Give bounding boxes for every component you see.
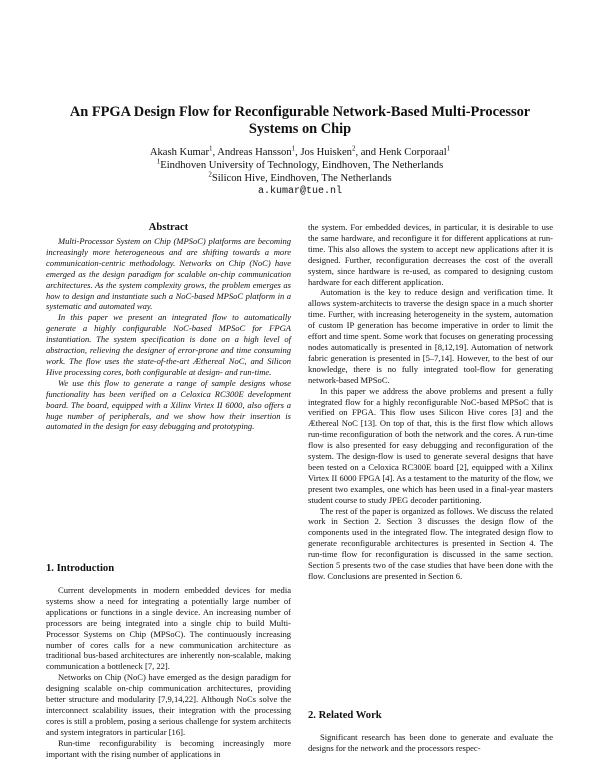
affil-marker: 1 bbox=[156, 157, 161, 166]
abstract-body bbox=[46, 236, 291, 432]
author-block bbox=[30, 146, 570, 198]
intro-paragraph-3: Run-time reconfigurability is becoming increasingly more important with the rising number of applications in bbox=[46, 737, 291, 759]
abstract-paragraph-3: We use this flow to generate a range of sample designs whose functionality has been verified on a Celoxica RC300E development board. The board, equipped with a Xilinx Virtex II 6000, also offers a huge number of peripherals, and we show how their insertion is automated in the design for easy debugging and prototyping. bbox=[46, 377, 291, 432]
affil-marker: 1 bbox=[446, 144, 451, 153]
affil-marker: 1 bbox=[208, 144, 213, 153]
affil-marker: 2 bbox=[208, 170, 212, 179]
introduction-heading: 1. Introduction bbox=[46, 563, 115, 574]
right-paragraph-2: Automation is the key to reduce design and verification time. It allows system-architects to traverse the design space in a much shorter time. Further, with increasing heterogeneity in the system, automation of custom IP generation has become imperative in order to limit the effort and time spent. Some work that focuses on generating processing nodes automatically is presented in [8,12,19]. Automation of network fabric generation is presented in [5–7,14]. However, to the best of our knowledge, there is no fully integrated tool-flow for generating network-based MPSoC. bbox=[308, 287, 553, 385]
author-1: Akash Kumar bbox=[149, 147, 209, 158]
related-paragraph-1: Significant research has been done to generate and evaluate the designs for the network and the processors respec- bbox=[308, 732, 553, 753]
right-paragraph-4: The rest of the paper is organized as follows. We discuss the related work in Section 2. Section 3 discusses the design flow of the components used in the integrated flow. The integrated design flow to generate reconfigurable architectures is presented in Section 4. The run-time flow for reconfiguration is discussed in the same section. Section 5 presents two of the case studies that have been done with the flow. Conclusions are presented in Section 6. bbox=[308, 505, 553, 581]
related-work-body bbox=[308, 732, 553, 754]
right-paragraph-3: In this paper we address the above problems and present a fully integrated flow for a highly reconfigurable NoC-based MPSoC that is verified on FPGA. This flow uses Silicon Hive cores [3] and the Æthereal NoC [13]. On top of that, this is the first flow which allows run-time reconfiguration of both the network and the cores. A run-time flow is also presented for easy debugging and reconfiguration of the system. The design-flow is used to generate several designs that have been tested on a Celoxica RC300E board [2], equipped with a Xilinx Virtex II 6000 FPGA [4]. As a testament to the maturity of the flow, we present two examples, one which has been used in a final-year masters student course to study JPEG decoder partitioning. bbox=[308, 385, 553, 505]
paper-title bbox=[30, 104, 570, 138]
affiliation-1 bbox=[30, 159, 570, 172]
author-3: Jos Huisken bbox=[300, 147, 352, 158]
abstract-heading: Abstract bbox=[148, 222, 189, 233]
affiliation-1-text: Eindhoven University of Technology, Eindhoven, The Netherlands bbox=[160, 160, 444, 171]
introduction-body bbox=[46, 585, 291, 760]
author-names: Akash Kumar$^1$, Andreas Hansson$^1$, Jos Huisken$^2$, and Henk Corporaal$^1$ bbox=[149, 144, 451, 158]
author-4: Henk Corporaal bbox=[378, 147, 447, 158]
title-line-1: An FPGA Design Flow for Reconfigurable Network-Based Multi-Processor bbox=[69, 104, 531, 120]
intro-paragraph-1: Current developments in modern embedded devices for media systems show a need for integrating a potentially large number of applications or functions in a single device. An increasing number of processors are being integrated into a single chip to build Multi-Processor Systems on Chip (MPSoC). The continuously increasing number of cores calls for a new communication architecture as traditional bus-based architectures are inherently non-scalable, making communication a bottleneck [7, 22]. bbox=[46, 585, 291, 672]
abstract-paragraph-1: Multi-Processor System on Chip (MPSoC) platforms are becoming increasingly more heterogeneous and are shifting towards a more communication-centric methodology. Networks on Chip (NoC) have emerged as the design paradigm for scalable on-chip communication architectures. As the system complexity grows, the problem emerges as how to design and instantiate such a NoC-based MPSoC platform in a systematic and automated way. bbox=[46, 236, 291, 312]
right-paragraph-1: the system. For embedded devices, in particular, it is desirable to use the same hardware, and reconfigure it for different applications at run-time. This also allows the system to accept new applications after it is designed. Further, reconfiguration decreases the cost of the overall system, since hardware is re-used, as compared to designing custom hardware for each different application. bbox=[308, 222, 553, 287]
right-column-body bbox=[308, 222, 553, 582]
affiliation-2 bbox=[30, 172, 570, 185]
contact-email: a.kumar@tue.nl bbox=[257, 186, 342, 197]
author-2: Andreas Hansson bbox=[217, 147, 292, 158]
abstract-paragraph-2: In this paper we present an integrated flow to automatically generate a highly configurable NoC-based MPSoC for FPGA instantiation. The system specification is done on a high level of abstraction, relieving the designer of error-prone and time consuming work. The flow uses the state-of-the-art Æthereal NoC, and Silicon Hive processing cores, both configurable at design- and run-time. bbox=[46, 312, 291, 377]
related-work-heading: 2. Related Work bbox=[308, 710, 382, 721]
title-line-2: Systems on Chip bbox=[248, 121, 352, 137]
affil-marker: 1 bbox=[291, 144, 296, 153]
intro-paragraph-2: Networks on Chip (NoC) have emerged as the design paradigm for designing scalable on-chip communication architectures, providing better structure and modularity [7,9,14,22]. Although NoCs solve the interconnect scalability issues, their integration with the processing cores is still a problem, posing a serious challenge for system architects and system integrators in particular [16]. bbox=[46, 672, 291, 737]
affil-marker: 2 bbox=[351, 144, 356, 153]
affiliation-2-text: Silicon Hive, Eindhoven, The Netherlands bbox=[211, 173, 392, 184]
